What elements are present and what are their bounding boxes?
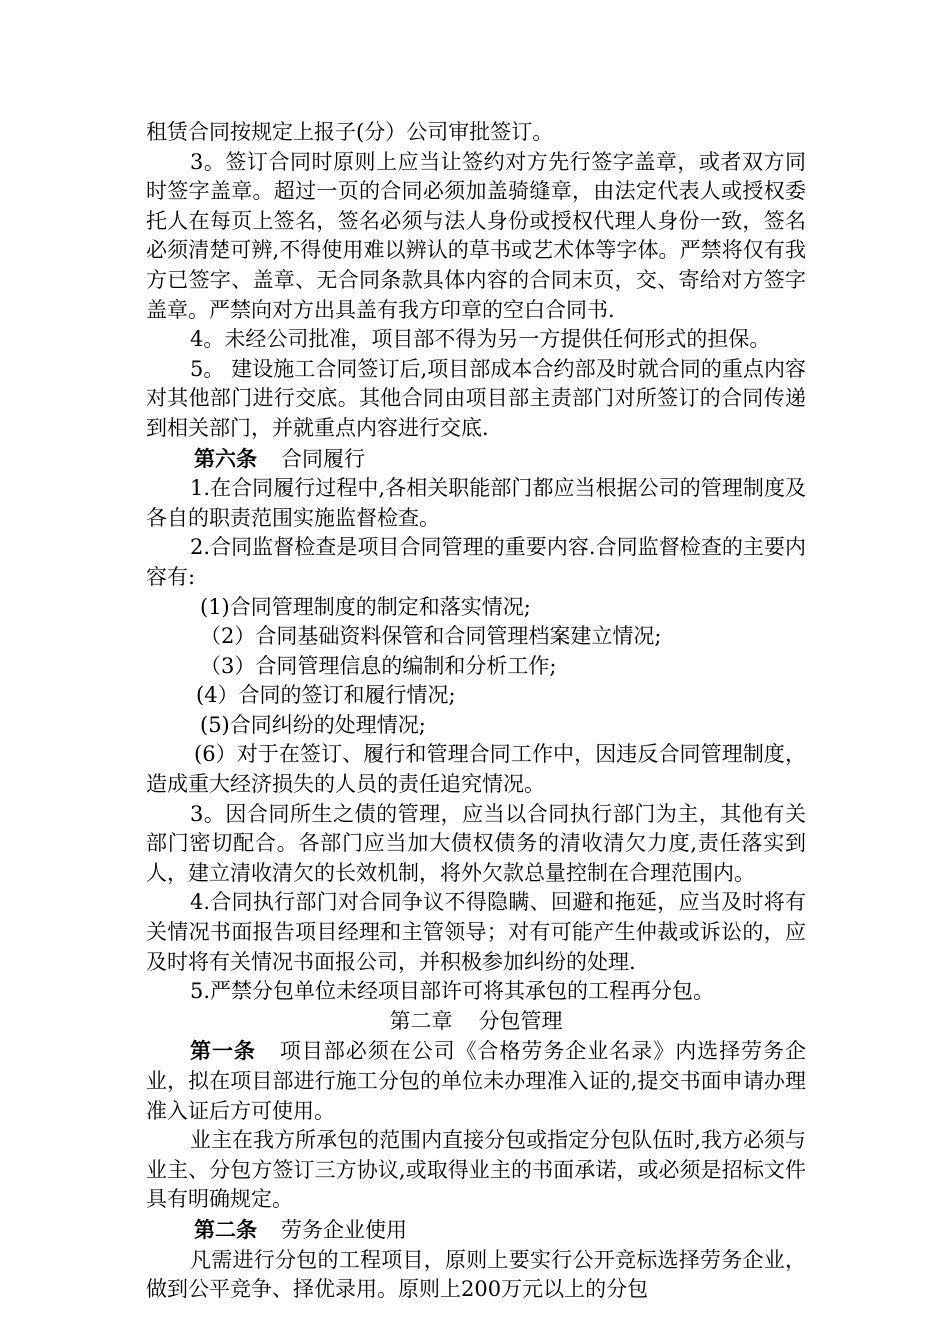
paragraph: 5。 建设施工合同签订后,项目部成本合约部及时就合同的重点内容对其他部门进行交底。其他合同由项目部主责部门对所签订的合同传递到相关部门，并就重点内容进行交底. — [146, 356, 806, 440]
list-item: (4）合同的签订和履行情况; — [196, 683, 456, 708]
list-item: （2）合同基础资料保管和合同管理档案建立情况; — [200, 624, 662, 649]
chapter-number: 第二章 — [389, 1008, 453, 1033]
paragraph: 业主在我方所承包的范围内直接分包或指定分包队伍时,我方必须与业主、分包方签订三方协议,或取得业主的书面承诺，或必须是招标文件具有明确规定。 — [146, 1128, 806, 1212]
paragraph: 2.合同监督检查是项目合同管理的重要内容.合同监督检查的主要内容有: — [146, 535, 806, 589]
article-number: 第六条 — [194, 445, 257, 471]
article-heading — [146, 1215, 806, 1246]
list-item: (1)合同管理制度的制定和落实情况; — [200, 594, 531, 619]
paragraph: 1.在合同履行过程中,各相关职能部门都应当根据公司的管理制度及各自的职责范围实施监督检查。 — [146, 476, 806, 530]
paragraph: 租赁合同按规定上报子(分）公司审批签订。 — [146, 120, 554, 144]
chapter-heading — [146, 1007, 806, 1037]
article-number: 第一条 — [190, 1038, 256, 1064]
list-item: (5)合同纠纷的处理情况; — [200, 712, 426, 737]
document-page — [146, 118, 806, 1305]
paragraph: 3。签订合同时原则上应当让签约对方先行签字盖章，或者双方同时签字盖章。超过一页的合同必须加盖骑缝章，由法定代表人或授权委托人在每页上签名，签名必须与法人身份或授权代理人身份一致，签名必须清楚可辨,不得使用难以辨认的草书或艺术体等字体。严禁将仅有我方已签字、盖章、无合同条款具体内容的合同末页，交、寄给对方签字盖章。严禁向对方出具盖有我方印章的空白合同书. — [146, 149, 806, 322]
article-title: 劳务企业使用 — [281, 1217, 407, 1242]
list-item: (6）对于在签订、履行和管理合同工作中，因违反合同管理制度，造成重大经济损失的人员的责任追究情况。 — [146, 742, 806, 797]
article-number: 第二条 — [194, 1216, 257, 1242]
article-heading — [146, 444, 806, 475]
paragraph: 3。因合同所生之债的管理，应当以合同执行部门为主，其他有关部门密切配合。各部门应当加大债权债务的清收清欠力度,责任落实到人，建立清收清欠的长效机制，将外欠款总量控制在合理范围内。 — [146, 801, 806, 885]
article-title: 合同履行 — [281, 446, 365, 471]
paragraph: 凡需进行分包的工程项目，原则上要实行公开竞标选择劳务企业，做到公平竞争、择优录用。原则上200万元以上的分包 — [146, 1247, 806, 1302]
paragraph: 4.合同执行部门对合同争议不得隐瞒、回避和拖延，应当及时将有关情况书面报告项目经理和主管领导；对有可能产生仲裁或诉讼的，应及时将有关情况书面报公司，并积极参加纠纷的处理. — [146, 890, 806, 974]
paragraph — [146, 1036, 806, 1126]
paragraph: 4。未经公司批准，项目部不得为另一方提供任何形式的担保。 — [190, 327, 771, 352]
chapter-title: 分包管理 — [478, 1008, 563, 1033]
list-item: （3）合同管理信息的编制和分析工作; — [200, 653, 557, 678]
paragraph: 5.严禁分包单位未经项目部许可将其承包的工程再分包。 — [190, 979, 715, 1004]
paragraph-text: 项目部必须在公司《合格劳务企业名录》内选择劳务企业，拟在项目部进行施工分包的单位未办理准入证的,提交书面申请办理准入证后方可使用。 — [146, 1039, 807, 1123]
